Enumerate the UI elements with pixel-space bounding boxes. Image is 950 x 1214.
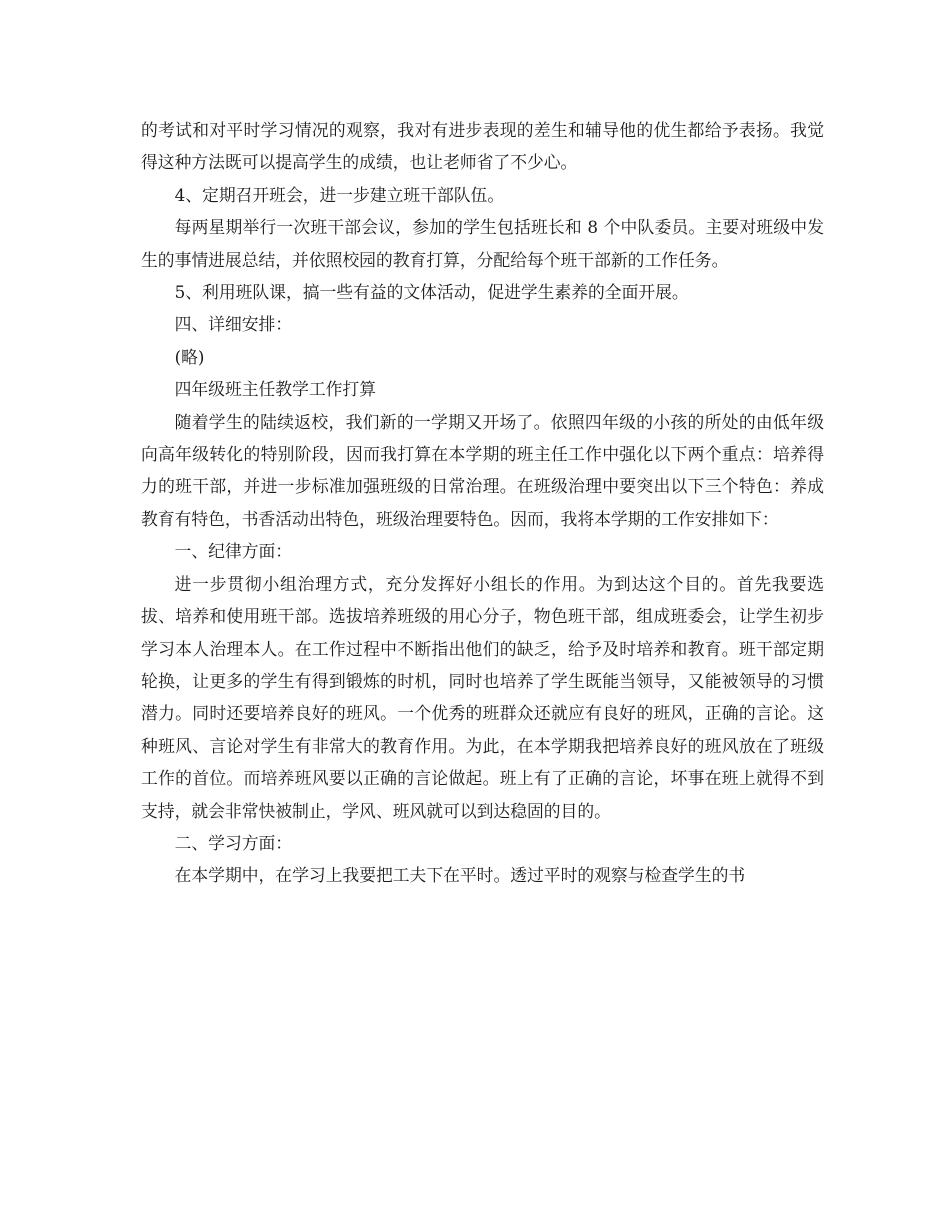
paragraph: (略) — [174, 346, 205, 367]
paragraph: 的考试和对平时学习情况的观察，我对有进步表现的差生和辅导他的优生都给予表扬。我觉得这种方法既可以提高学生的成绩，也让老师省了不少心。 — [141, 120, 824, 173]
section-heading: 一、纪律方面： — [174, 541, 293, 562]
paragraph: 随着学生的陆续返校，我们新的一学期又开场了。依照四年级的小孩的所处的由低年级向高年级转化的特别阶段，因而我打算在本学期的班主任工作中强化以下两个重点：培养得力的班干部，并进一步标准加强班级的日常治理。在班级治理中要突出以下三个特色：养成教育有特色，书香活动出特色，班级治理要特色。因而，我将本学期的工作安排如下： — [141, 411, 824, 529]
paragraph: 在本学期中，在学习上我要把工夫下在平时。透过平时的观察与检查学生的书 — [174, 865, 746, 886]
paragraph: 4、定期召开班会，进一步建立班干部队伍。 — [174, 184, 505, 205]
paragraph: 5、利用班队课，搞一些有益的文体活动，促进学生素养的全面开展。 — [174, 282, 689, 303]
section-heading: 四、详细安排： — [174, 314, 293, 335]
paragraph: 进一步贯彻小组治理方式，充分发挥好小组长的作用。为到达这个目的。首先我要选拔、培养和使用班干部。选拔培养班级的用心分子，物色班干部，组成班委会，让学生初步学习本人治理本人。在工作过程中不断指出他们的缺乏，给予及时培养和教育。班干部定期轮换，让更多的学生有得到锻炼的时机，同时也培养了学生既能当领导，又能被领导的习惯潜力。同时还要培养良好的班风。一个优秀的班群众还就应有良好的班风，正确的言论。这种班风、言论对学生有非常大的教育作用。为此，在本学期我把培养良好的班风放在了班级工作的首位。而培养班风要以正确的言论做起。班上有了正确的言论，坏事在班上就得不到支持，就会非常快被制止，学风、班风就可以到达稳固的目的。 — [141, 573, 824, 821]
document-title: 四年级班主任教学工作打算 — [174, 379, 376, 400]
document-body — [141, 114, 824, 892]
section-heading: 二、学习方面： — [174, 832, 293, 853]
paragraph: 每两星期举行一次班干部会议，参加的学生包括班长和 8 个中队委员。主要对班级中发生的事情进展总结，并依照校园的教育打算，分配给每个班干部新的工作任务。 — [141, 217, 824, 270]
